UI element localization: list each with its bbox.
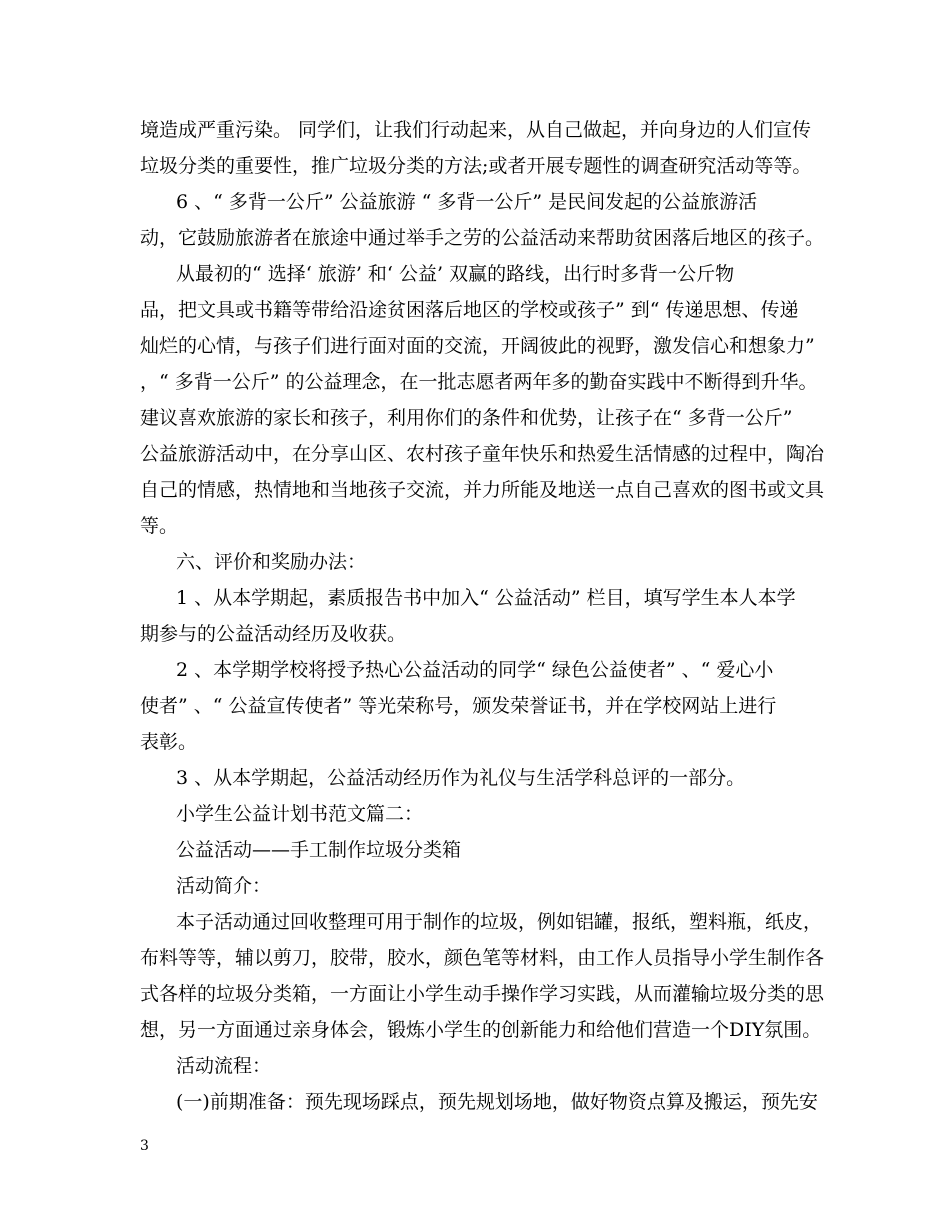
text-line: 动，它鼓励旅游者在旅途中通过举手之劳的公益活动来帮助贫困落后地区的孩子。 bbox=[140, 227, 825, 249]
text-line: 本子活动通过回收整理可用于制作的垃圾，例如铝罐，报纸，塑料瓶，纸皮， bbox=[176, 911, 823, 933]
text-line: 公益旅游活动中，在分享山区、农村孩子童年快乐和热爱生活情感的过程中，陶冶 bbox=[140, 443, 825, 465]
text-line: 使者” 、“ 公益宣传使者” 等光荣称号，颁发荣誉证书，并在学校网站上进行 bbox=[140, 695, 777, 717]
section-heading: 活动简介： bbox=[176, 875, 272, 897]
text-line: 期参与的公益活动经历及收获。 bbox=[140, 623, 407, 645]
text-line: 等。 bbox=[140, 515, 179, 537]
text-line: 式各样的垃圾分类箱，一方面让小学生动手操作学习实践，从而灌输垃圾分类的思 bbox=[140, 983, 825, 1005]
section-heading: 公益活动——手工制作垃圾分类箱 bbox=[176, 839, 462, 861]
text-line: 自己的情感，热情地和当地孩子交流，并力所能及地送一点自己喜欢的图书或文具 bbox=[140, 479, 825, 501]
text-line: 从最初的“ 选择‘ 旅游’ 和‘ 公益’ 双赢的路线，出行时多背一公斤物 bbox=[176, 263, 735, 285]
text-line: (一)前期准备：预先现场踩点，预先规划场地，做好物资点算及搬运，预先安 bbox=[176, 1091, 818, 1113]
text-line: 6 、“ 多背一公斤” 公益旅游 “ 多背一公斤” 是民间发起的公益旅游活 bbox=[176, 191, 758, 213]
text-line: 建议喜欢旅游的家长和孩子，利用你们的条件和优势，让孩子在“ 多背一公斤” bbox=[140, 407, 793, 429]
text-line: 品，把文具或书籍等带给沿途贫困落后地区的学校或孩子” 到“ 传递思想、传递 bbox=[140, 299, 799, 321]
text-line: 境造成严重污染。 同学们，让我们行动起来，从自己做起，并向身边的人们宣传 bbox=[140, 119, 812, 141]
text-line: 表彰。 bbox=[140, 731, 198, 753]
text-line: ，“ 多背一公斤” 的公益理念，在一批志愿者两年多的勤奋实践中不断得到升华。 bbox=[140, 371, 818, 393]
text-line: 灿烂的心情，与孩子们进行面对面的交流，开阔彼此的视野，激发信心和想象力” bbox=[140, 335, 815, 357]
section-heading: 六、评价和奖励办法： bbox=[176, 551, 367, 573]
text-line: 想，另一方面通过亲身体会，锻炼小学生的创新能力和给他们营造一个DIY氛围。 bbox=[140, 1019, 822, 1041]
page-number: 3 bbox=[140, 1138, 149, 1154]
text-line: 1 、从本学期起，素质报告书中加入“ 公益活动” 栏目，填写学生本人本学 bbox=[176, 587, 796, 609]
section-heading: 活动流程： bbox=[176, 1055, 272, 1077]
text-line: 3 、从本学期起，公益活动经历作为礼仪与生活学科总评的一部分。 bbox=[176, 767, 746, 789]
section-heading: 小学生公益计划书范文篇二： bbox=[176, 803, 424, 825]
text-line: 2 、本学期学校将授予热心公益活动的同学“ 绿色公益使者” 、“ 爱心小 bbox=[176, 659, 774, 681]
text-line: 布料等等，辅以剪刀，胶带，胶水，颜色笔等材料，由工作人员指导小学生制作各 bbox=[140, 947, 825, 969]
text-line: 垃圾分类的重要性，推广垃圾分类的方法;或者开展专题性的调查研究活动等等。 bbox=[140, 155, 812, 177]
